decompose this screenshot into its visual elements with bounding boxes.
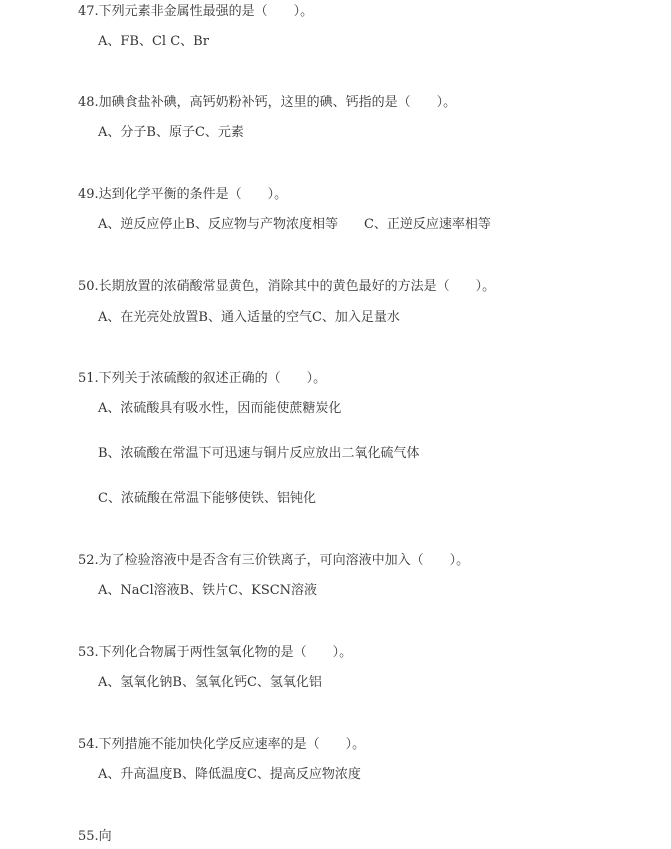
question-54: 54.下列措施不能加快化学反应速率的是（ ）。: [78, 737, 366, 752]
question-52-option-a: A、NaCl溶液B、铁片C、KSCN溶液: [98, 583, 318, 598]
question-48: 48.加碘食盐补碘，高钙奶粉补钙，这里的碘、钙指的是（ ）。: [78, 95, 457, 110]
question-49: 49.达到化学平衡的条件是（ ）。: [78, 187, 288, 202]
question-54-option-a: A、升高温度B、降低温度C、提高反应物浓度: [98, 767, 361, 782]
question-53-option-a: A、氢氧化钠B、氢氧化钙C、氢氧化铝: [98, 675, 322, 690]
question-51: 51.下列关于浓硫酸的叙述正确的（ ）。: [78, 371, 327, 386]
question-50: 50.长期放置的浓硝酸常显黄色，消除其中的黄色最好的方法是（ ）。: [78, 279, 496, 294]
question-50-option-a: A、在光亮处放置B、通入适量的空气C、加入足量水: [98, 310, 400, 325]
question-48-option-a: A、分子B、原子C、元素: [98, 125, 244, 140]
question-51-option-b: B、浓硫酸在常温下可迅速与铜片反应放出二氧化硫气体: [98, 446, 420, 461]
question-51-option-a: A、浓硫酸具有吸水性，因而能使蔗糖炭化: [98, 401, 342, 416]
question-52: 52.为了检验溶液中是否含有三价铁离子，可向溶液中加入（ ）。: [78, 553, 470, 568]
question-47: 47.下列元素非金属性最强的是（ ）。: [78, 4, 314, 19]
question-49-option-a: A、逆反应停止B、反应物与产物浓度相等 C、正逆反应速率相等: [98, 217, 491, 232]
question-47-option-a: A、FB、Cl C、Br: [98, 34, 209, 49]
question-55: 55.向: [78, 829, 112, 844]
question-51-option-c: C、浓硫酸在常温下能够使铁、铝钝化: [98, 491, 316, 506]
question-53: 53.下列化合物属于两性氢氧化物的是（ ）。: [78, 645, 353, 660]
